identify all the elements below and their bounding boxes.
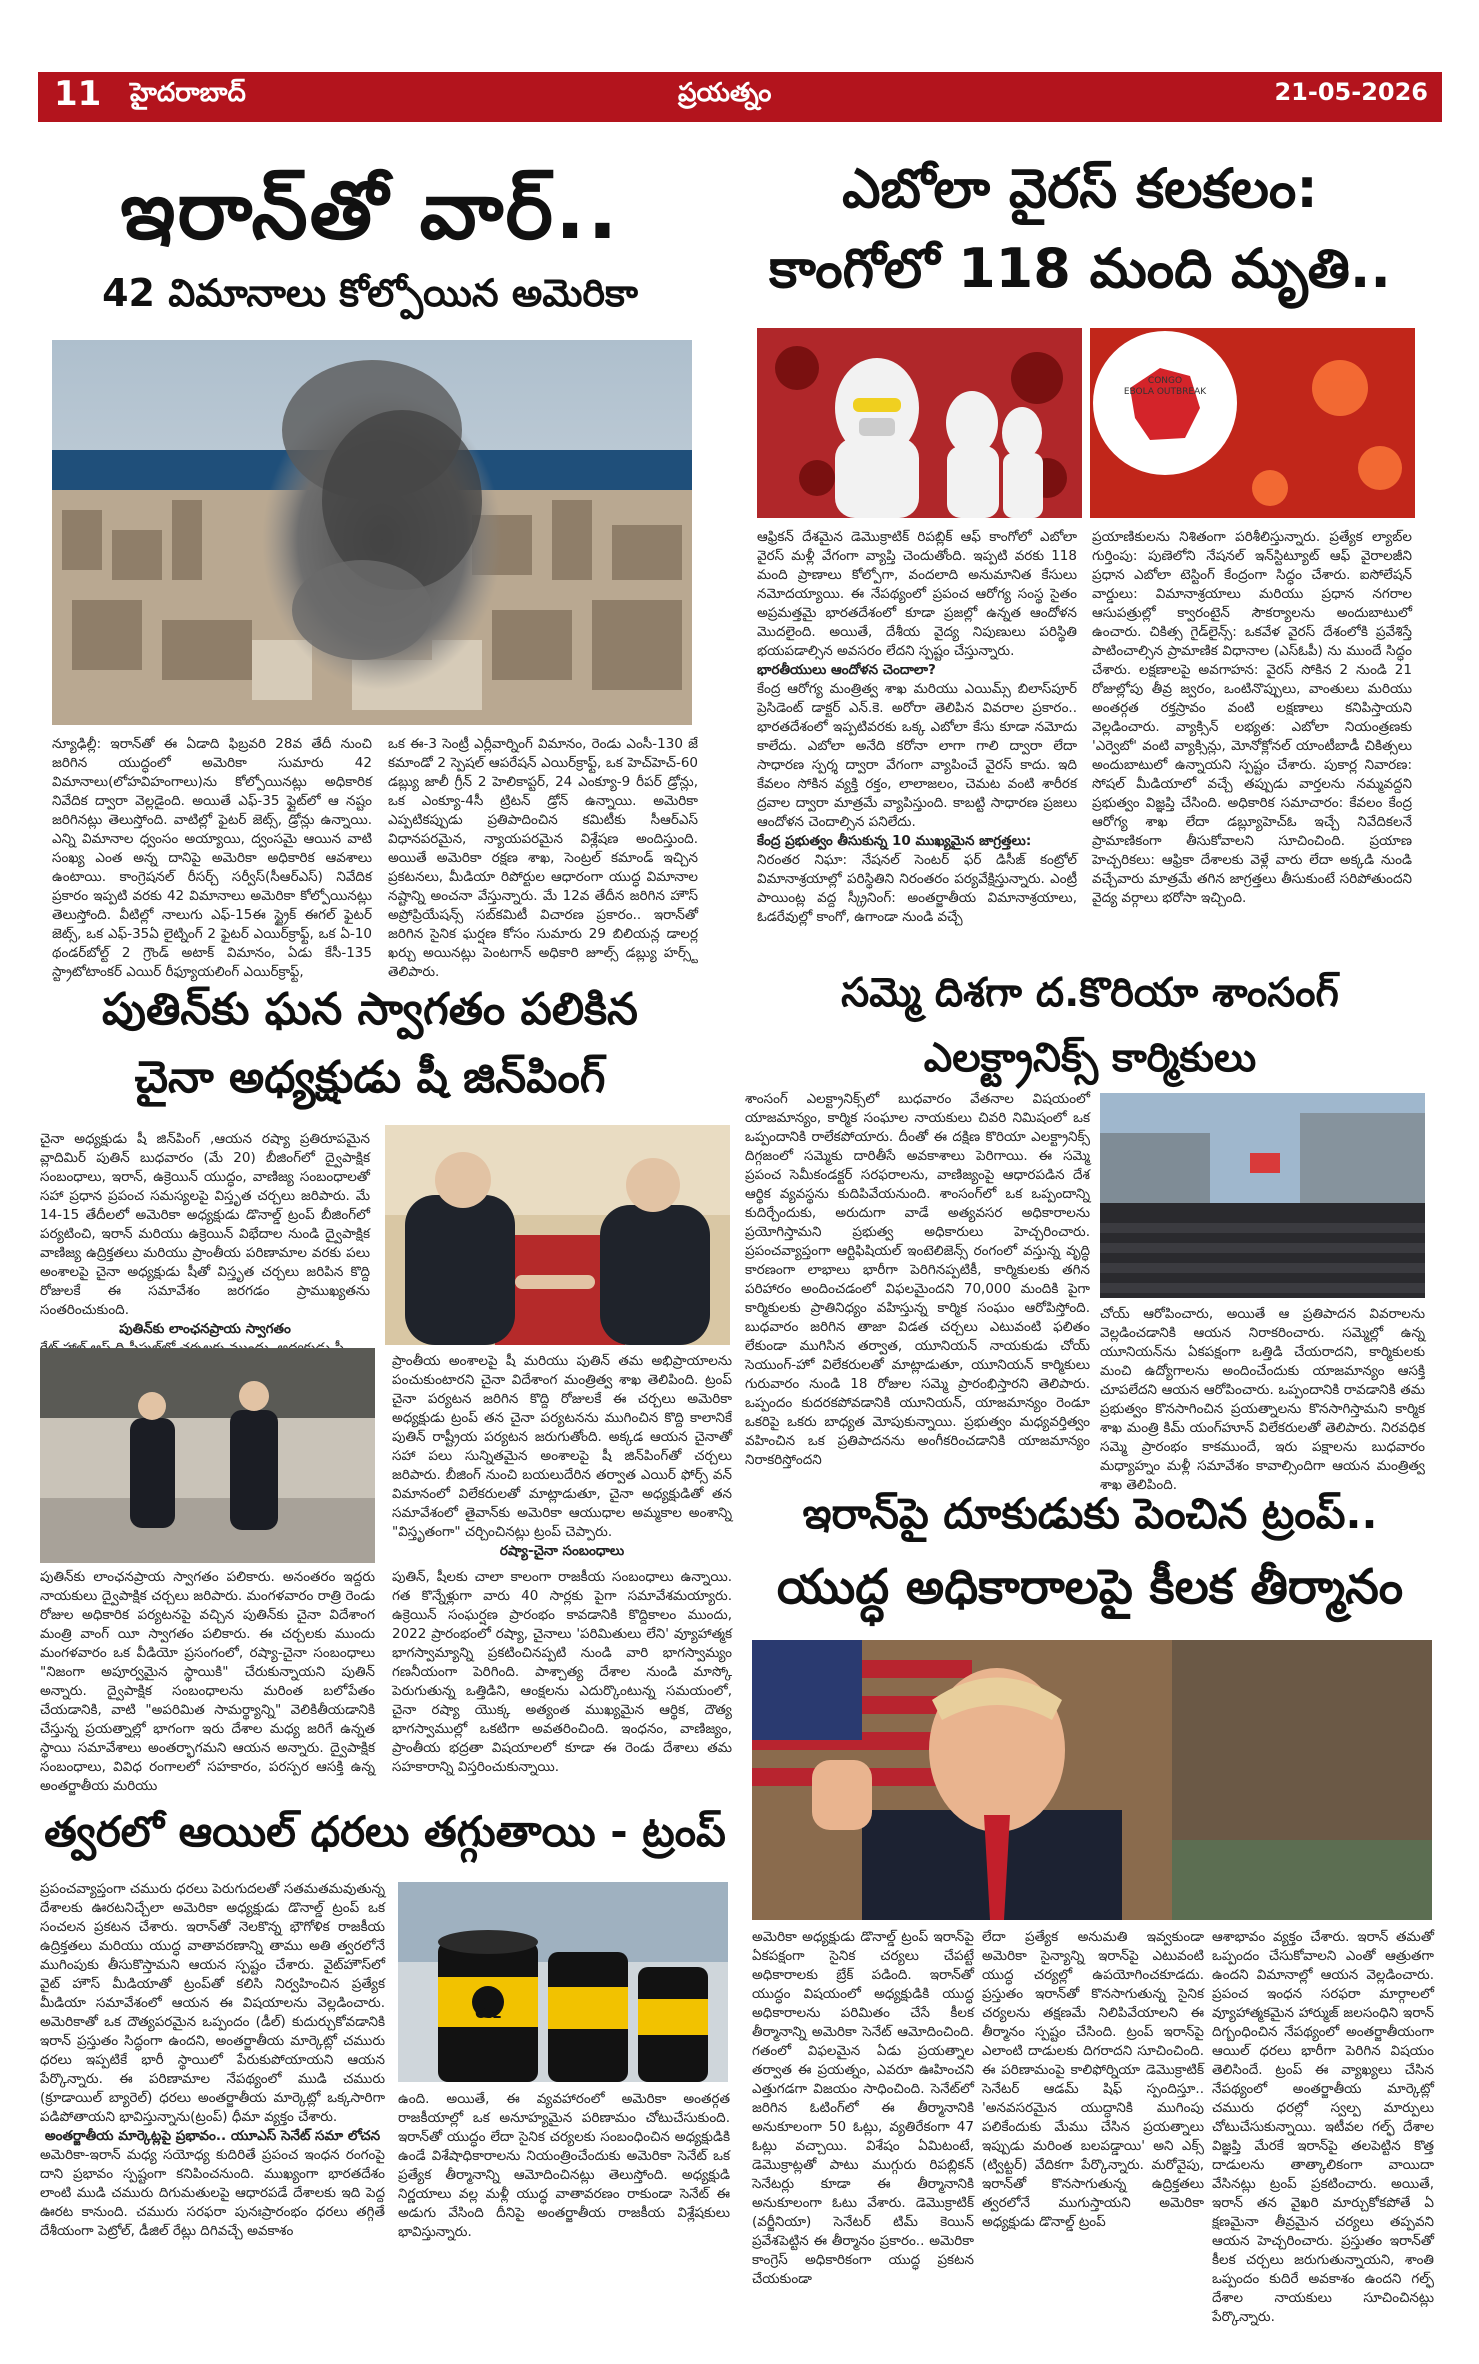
page-city: హైదరాబాద్: [130, 78, 246, 108]
a5-col3: ఆశాభావం వ్యక్తం చేశారు. ఇరాన్ తమతో ఒప్పందం చేసుకోవాలని ఎంతో ఆత్రుతగా ఉందని విమానాల్లో ఆయన వెల్లడించారు. ప్రపంచ ఇంధన సరఫరా మార్గాలలో వ్యూహాత్మకమైన హార్ముజ్ జలసంధిని ఇరాన్ దిగ్బంధించిన నేపథ్యంలో అంతర్జాతీయంగా ఆయిల్ ధరలు భారీగా పెరిగిన విషయం తెలిసిందే. ట్రంప్ ఈ వ్యాఖ్యలు చేసిన నేపథ్యంలో అంతర్జాతీయ మార్కెట్లో చమురు ధరల్లో స్వల్ప మార్పులు చోటుచేసుకున్నాయి. ఇటీవల గల్ఫ్ దేశాల విజ్ఞప్తి మేరకే ఇరాన్‌పై తలపెట్టిన కొత్త దాడులను తాత్కాలికంగా వాయిదా వేసినట్లు ట్రంప్ ప్రకటించారు. అయితే, ఇరాన్ తన వైఖరి మార్చుకోకపోతే ఏ క్షణమైనా తీవ్రమైన చర్యలు తప్పవని ఆయన హెచ్చరించారు. ప్రస్తుతం ఇరాన్‌తో కీలక చర్చలు జరుగుతున్నాయని, శాంతి ఒప్పందం కుదిరే అవకాశం ఉందని గల్ఫ్ దేశాల నాయకులు సూచించినట్లు పేర్కొన్నారు.: [1212, 1929, 1434, 2325]
newspaper-brand: ప్రయత్నం: [678, 78, 772, 108]
a2-col1b-text: కేంద్ర ఆరోగ్య మంత్రిత్వ శాఖ మరియు ఎయిమ్స్ బిలాస్‌పూర్ ప్రెసిడెంట్ డాక్టర్ ఎన్.కె. అరోరా తెలిపిన వివరాల ప్రకారం.. భారతదేశంలో ఇప్పటివరకు ఒక్క ఎబోలా కేసు కూడా నమోదు కాలేదు. ఎబోలా అనేది కరోనా లాగా గాలి ద్వారా లేదా సాధారణ స్పర్శ ద్వారా వేగంగా వ్యాపించే వైరస్ కాదు. ఇది కేవలం సోకిన వ్యక్తి రక్తం, లాలాజలం, చెమట వంటి శారీరక ద్రవాల ద్వారా మాత్రమే వ్యాపిస్తుంది. కాబట్టి సాధారణ ప్రజలు ఆందోళన చెందాల్సిన పనిలేదు.: [757, 681, 1077, 830]
a4-col1: శాంసంగ్ ఎలక్ట్రానిక్స్‌లో బుధవారం వేతనాల విషయంలో యాజమాన్యం, కార్మిక సంఘాల నాయకులు చివరి నిమిషంలో ఒక ఒప్పందానికి రాలేకపోయారు. దీంతో ఈ దక్షిణ కొరియా ఎలక్ట్రానిక్స్ దిగ్గజంలో సమ్మెకు దారితీసే అవకాశాలు పెరిగాయి. ఈ సమ్మె ప్రపంచ సెమీకండక్టర్ సరఫరాలను, వాణిజ్యంపై ఆధారపడిన దేశ ఆర్థిక వ్యవస్థను కుదిపివేయనుంది. శాంసంగ్‌లో ఒక ఒప్పందాన్ని కుదిర్చేందుకు, అరుదుగా వాడే అత్యవసర అధికారాలను ప్రయోగిస్తామని ప్రభుత్వ అధికారులు హెచ్చరించారు. ప్రపంచవ్యాప్తంగా ఆర్టిఫిషియల్ ఇంటెలిజెన్స్ రంగంలో వస్తున్న వృద్ధి కారణంగా లాభాలు భారీగా పెరిగినప్పటికీ, కార్మికులకు తగిన పరిహారం అందించడంలో విఫలమైందని 70,000 మందికి పైగా కార్మికులకు ప్రాతినిధ్యం వహిస్తున్న కార్మిక సంఘం ఆరోపిస్తోంది. బుధవారం జరిగిన తాజా విడత చర్చలు ఎటువంటి ఫలితం లేకుండా ముగిసిన తర్వాత, యూనియన్ నాయకుడు చోయ్ సెయుంగ్-హో విలేకరులతో మాట్లాడుతూ, యూనియన్ కార్మికులు గురువారం నుండి 18 రోజుల సమ్మె ప్రారంభిస్తారని తెలిపారు. ఒప్పందం కుదరకపోవడానికి యూనియన్, యాజమాన్యం రెండూ ఒకరిపై ఒకరు బాధ్యత మోపుకున్నాయి. ప్రభుత్వం మధ్యవర్తిత్వం వహించిన ఒక ప్రతిపాదనను అంగీకరించడానికి యాజమాన్యం నిరాకరిస్తోందని: [745, 1091, 1090, 1468]
a2-map-label: CONGO EBOLA OUTBREAK: [1123, 376, 1207, 397]
a6-col1b-text: అమెరికా-ఇరాన్ మధ్య సయోధ్య కుదిరితే ప్రపంచ ఇంధన రంగంపై దాని ప్రభావం స్పష్టంగా కనిపించనుంది. ముఖ్యంగా భారతదేశం లాంటి ముడి చమురు దిగుమతులపై ఆధారపడే దేశాలకు ఇది పెద్ద ఊరట కానుంది. చమురు సరఫరా పునఃప్రారంభం ధరలు తగ్గితే దేశీయంగా పెట్రోల్, డీజిల్ రేట్లు దిగివచ్చే అవకాశం: [40, 2147, 385, 2239]
a3-col2-text: ప్రాంతీయ అంశాలపై షీ మరియు పుతిన్ తమ అభిప్రాయాలను పంచుకుంటారని చైనా విదేశాంగ మంత్రిత్వ శాఖ తెలిపింది. ట్రంప్ చైనా పర్యటన జరిగిన కొద్ది రోజులకే ఈ చర్చలు అమెరికా అధ్యక్షుడు ట్రంప్ తన చైనా పర్యటనను ముగించిన కొద్ది కాలానికే పుతిన్ రాష్ట్రీయ పర్యటన జరుగుతోంది. అక్కడ ఆయన చైనాతో సహా పలు సున్నితమైన అంశాలపై షీ జిన్‌పింగ్‌తో చర్చలు జరిపారు. బీజింగ్ నుంచి బయలుదేరిన తర్వాత ఎయిర్ ఫోర్స్ వన్ విమానంలో విలేకరులతో మాట్లాడుతూ, చైనా అధ్యక్షుడితో తన సమావేశంలో తైవాన్‌కు అమెరికా ఆయుధాల అమ్మకాల అంశాన్ని "విస్తృతంగా" చర్చించినట్లు ట్రంప్ చెప్పారు.: [392, 1353, 732, 1540]
a6-col1-text: ప్రపంచవ్యాప్తంగా చమురు ధరలు పెరుగుదలతో సతమతమవుతున్న దేశాలకు ఊరటనిచ్చేలా అమెరికా అధ్యక్షుడు డొనాల్డ్ ట్రంప్ ఒక సంచలన ప్రకటన చేశారు. ఇరాన్‌తో నెలకొన్న భౌగోళిక రాజకీయ ఉద్రిక్తతలు మరియు యుద్ధ వాతావరణాన్ని తాము అతి త్వరలోనే ముగింపుకు తీసుకొస్తామని ఆయన స్పష్టం చేశారు. వైట్‌హౌస్‌లో వైట్ హౌస్ మీడియాతో ట్రంప్‌తో కలిసి నిర్వహించిన ప్రత్యేక మీడియా సమావేశంలో ఆయన ఈ విషయాలను వెల్లడించారు. అమెరికాతో ఒక దౌత్యపరమైన ఒప్పందం (డీల్) కుదుర్చుకోవడానికి ఇరాన్ ప్రస్తుతం సిద్ధంగా ఉందని, అంతర్జాతీయ మార్కెట్లో చమురు ధరలు ఇప్పటికే భారీ స్థాయిలో పేరుకుపోయాయని ఆయన పేర్కొన్నారు. ఈ పరిణామాల నేపథ్యంలో ముడి చమురు (క్రూడాయిల్ బ్యారెల్) ధరలు అంతర్జాతీయ మార్కెట్లో ఒక్కసారిగా పడిపోతాయని భావిస్తున్నాను(ట్రంప్) ధీమా వ్యక్తం చేశారు.: [40, 1881, 385, 2125]
a3-headline-line1: పుతిన్‌కు ఘన స్వాగతం పలికిన: [102, 984, 638, 1035]
a3-col1: [40, 1130, 370, 1345]
a5-col2: లేదా ప్రత్యేక అనుమతి ఇవ్వకుండా అమెరికా సైన్యాన్ని ఇరాన్‌పై ఎటువంటి యుద్ధ చర్యల్లో ఉపయోగించకూడదు. ప్రస్తుతం ఇరాన్‌తో కొనసాగుతున్న సైనిక చర్యలను తక్షణమే నిలిపివేయాలని ఈ తీర్మానం స్పష్టం చేసింది. ట్రంప్ ఇరాన్‌పై ఎలాంటి దాడులకు దిగరాదని సూచించింది. ఈ పరిణామంపై కాలిఫోర్నియా డెమొక్రాటిక్ సెనేటర్ ఆడమ్ షిఫ్ స్పందిస్తూ.. 'అనవసరమైన యుద్ధానికి ముగింపు పలికేందుకు మేము చేసిన ప్రయత్నాలు ఇప్పుడు మరింత బలపడ్డాయి' అని ఎక్స్ (ట్విట్టర్) వేదికగా పేర్కొన్నారు. మరోవైపు, ఇరాన్‌తో కొనసాగుతున్న ఉద్రిక్తతలు త్వరలోనే ముగుస్తాయని అమెరికా అధ్యక్షుడు డొనాల్డ్ ట్రంప్: [982, 1929, 1204, 2230]
a3-subhead-2: రష్యా-చైనా సంబంధాలు: [499, 1543, 625, 1559]
a2-hazmat-photo: [757, 328, 1082, 518]
a6-col2: ఉంది. అయితే, ఈ వ్యవహారంలో అమెరికా అంతర్గత రాజకీయాల్లో ఒక అనూహ్యమైన పరిణామం చోటుచేసుకుంది. ఇరాన్‌తో యుద్ధం లేదా సైనిక చర్యలకు సంబంధించిన అధ్యక్షుడికి ఉండే విశేషాధికారాలను నియంత్రించేందుకు అమెరికా సెనేట్ ఒక ప్రత్యేక తీర్మానాన్ని ఆమోదించినట్లు తెలుస్తోంది. అధ్యక్షుడి నిర్ణయాలు వల్ల మళ్లీ యుద్ధ వాతావరణం రాకుండా సెనేట్ ఈ అడుగు వేసింది దీనిపై అంతర్జాతీయ రాజకీయ విశ్లేషకులు భావిస్తున్నారు.: [398, 2091, 730, 2240]
a6-col1: [40, 1880, 385, 2340]
a5-trump-photo: [752, 1640, 1432, 1920]
a3-headline-line2: చైనా అధ్యక్షుడు షీ జిన్‌పింగ్: [134, 1052, 606, 1103]
a1-subhead: 42 విమానాలు కోల్పోయిన అమెరికా: [102, 271, 638, 315]
a4-protest-photo: [1100, 1093, 1425, 1298]
a1-col2: ఒక ఈ-3 సెంట్రీ ఎర్లీవార్నింగ్ విమానం, రెండు ఎంసీ-130 జే కమాండో 2 స్పెషల్ ఆపరేషన్ ఎయిర్‌క్రాఫ్ట్, ఒక హెచ్‌హెచ్-60 డబ్ల్యు జాలీ గ్రీన్ 2 హెలికాప్టర్, 24 ఎంక్యూ-9 రీపర్ డ్రోన్లు, ఒక ఎంక్యూ-4సీ ట్రిటన్ డ్రోన్ ఉన్నాయి. అమెరికా ఎప్పటికప్పుడు ప్రతిపాదించిన కమిటీకు సీఆర్ఎస్ విధానపరమైన, న్యాయపరమైన విశ్లేషణ అందిస్తుంది. అయితే అమెరికా రక్షణ శాఖ, సెంట్రల్ కమాండ్ ఇచ్చిన ప్రకటనలు, మీడియా రిపోర్టుల ఆధారంగా యుద్ధ విమానాల నష్టాన్ని అంచనా వేస్తున్నారు. మే 12వ తేదీన జరిగిన హౌస్ అప్రోప్రియేషన్స్ సబ్‌కమిటీ విచారణ ప్రకారం.. ఇరాన్‌తో జరిగిన సైనిక ఘర్షణ కోసం సుమారు 29 బిలియన్ల డాలర్ల ఖర్చు అయినట్లు పెంటగాన్ అధికారి జూల్స్ డబ్ల్యు హర్స్ట్ తెలిపారు.: [388, 736, 698, 980]
a1-col1: న్యూఢిల్లీ: ఇరాన్‌తో ఈ ఏడాది ఫిబ్రవరి 28వ తేదీ నుంచి జరిగిన యుద్ధంలో అమెరికా సుమారు 42 విమానాలు(లోహవిహంగాలు)ను కోల్పోయినట్లు అధికారిక నివేదిక ద్వారా వెల్లడైంది. అయితే ఎఫ్-35 ఫ్లైట్‌లో ఆ నష్టం జరిగినట్లు తెలుస్తోంది. వాటిల్లో ఫైటర్ జెట్స్, డ్రోన్లు ఉన్నాయి. ఎన్ని విమానాల ధ్వంసం అయ్యాయి, ద్వంసమై ఆయిన వాటి సంఖ్య ఎంత అన్న దానిపై అమెరికా అధికారిక ఆవశాలు ఉంటాయి. కాంగ్రెషనల్ రీసర్చ్ సర్వీస్(సీఆర్ఎస్) నివేదిక ప్రకారం ఇప్పటి వరకు 42 విమానాలు అమెరికా కోల్పోయినట్లు తెలుస్తోంది. వీటిల్లో నాలుగు ఎఫ్-15ఈ స్ట్రైక్ ఈగల్ ఫైటర్ జెట్స్, ఒక ఎఫ్-35ఏ లైట్నింగ్ 2 ఫైటర్ ఎయిర్‌క్రాఫ్ట్, ఒక ఏ-10 థండర్‌బోల్ట్ 2 గ్రౌండ్ అటాక్ విమానం, ఏడు కేసీ-135 స్ట్రాటోటాంకర్ ఎయిర్ రీఫ్యూయలింగ్ ఎయిర్‌క్రాఫ్ట్,: [52, 736, 372, 980]
a3-col2b: పుతిన్, షీలకు చాలా కాలంగా రాజకీయ సంబంధాలు ఉన్నాయి. గత కొన్నేళ్లుగా వారు 40 సార్లకు పైగా సమావేశమయ్యారు. ఉక్రెయిన్ సంఘర్షణ ప్రారంభం కావడానికి కొద్దికాలం ముందు, 2022 ప్రారంభంలో రష్యా, చైనాలు 'పరిమితులు లేని' వ్యూహాత్మక భాగస్వామ్యాన్ని ప్రకటించినప్పటి నుండి వారి భాగస్వామ్యం గణనీయంగా పెరిగింది. పాశ్చాత్య దేశాల నుండి మాస్కో పెరుగుతున్న ఒత్తిడిని, ఆంక్షలను ఎదుర్కొంటున్న సమయంలో, చైనా రష్యా యొక్క అత్యంత ముఖ్యమైన ఆర్థిక, దౌత్య భాగస్వాముల్లో ఒకటిగా అవతరించింది. ఇంధనం, వాణిజ్యం, ప్రాంతీయ భద్రతా విషయాలలో కూడా ఈ రెండు దేశాలు తమ సహకారాన్ని విస్తరించుకున్నాయి.: [392, 1569, 732, 1775]
masthead-bar: [38, 72, 1442, 122]
a3-col3: పుతిన్‌కు లాంఛనప్రాయ స్వాగతం పలికారు. అనంతరం ఇద్దరు నాయకులు ద్వైపాక్షిక చర్చలు జరిపారు. మంగళవారం రాత్రి రెండు రోజుల అధికారిక పర్యటనపై వచ్చిన పుతిన్‌కు చైనా విదేశాంగ మంత్రి వాంగ్ యీ స్వాగతం పలికారు. ఈ చర్చలకు ముందు మంగళవారం ఒక వీడియో ప్రసంగంలో, రష్యా-చైనా సంబంధాలు "నిజంగా అపూర్వమైన స్థాయికి" చేరుకున్నాయని పుతిన్ అన్నారు. ద్వైపాక్షిక సంబంధాలను మరింత బలోపేతం చేయడానికి, వాటి "అపరిమిత సామర్థ్యాన్ని" వెలికితీయడానికి చేస్తున్న ప్రయత్నాల్లో భాగంగా ఇరు దేశాల మధ్య జరిగే ఉన్నత స్థాయి సమావేశాలు అంతర్భాగమని ఆయన అన్నారు. ద్వైపాక్షిక సంబంధాలు, వివిధ రంగాలలో సహకారం, పరస్పర ఆసక్తి ఉన్న అంతర్జాతీయ మరియు: [40, 1569, 375, 1794]
a2-subhead-1: భారతీయులు ఆందోళన చెందాలా?: [757, 662, 936, 678]
a2-col2: ప్రయాణికులను నిశితంగా పరిశీలిస్తున్నారు. ప్రత్యేక ల్యాబ్‌ల గుర్తింపు: పుణెలోని నేషనల్ ఇన్‌స్టిట్యూట్ ఆఫ్ వైరాలజీని ప్రధాన ఎబోలా టెస్టింగ్ కేంద్రంగా సిద్ధం చేశారు. ఐసోలేషన్ వార్డులు: విమానాశ్రయాలు మరియు ప్రధాన నగరాల ఆసుపత్రుల్లో క్వారంటైన్ సౌకర్యాలను అందుబాటులో ఉంచారు. చికిత్స గైడ్‌లైన్స్: ఒకవేళ వైరస్ దేశంలోకి ప్రవేశిస్తే పాటించాల్సిన ప్రామాణిక విధానాల (ఎస్ఓపీ) ను ముందే సిద్ధం చేశారు. లక్షణాలపై అవగాహన: వైరస్ సోకిన 2 నుండి 21 రోజుల్లోపు తీవ్ర జ్వరం, ఒంటినొప్పులు, వాంతులు మరియు అంతర్గత రక్తస్రావం వంటి లక్షణాలు కనిపిస్తాయని వెల్లడించారు. వ్యాక్సిన్ లభ్యత: ఎబోలా నియంత్రణకు 'ఎర్వెబో' వంటి వ్యాక్సిన్లు, మోనోక్లోనల్ యాంటీబాడీ చికిత్సలు అందుబాటులో ఉన్నాయని స్పష్టం చేశారు. పుకార్ల నివారణ: సోషల్ మీడియాలో వచ్చే తప్పుడు వార్తలను నమ్మవద్దని ప్రభుత్వం విజ్ఞప్తి చేసింది. అధికారిక సమాచారం: కేవలం కేంద్ర ఆరోగ్య శాఖ లేదా డబ్ల్యూహెచ్ఓ ఇచ్చే నివేదికలనే ప్రామాణికంగా తీసుకోవాలని సూచించింది. ప్రయాణ హెచ్చరికలు: ఆఫ్రికా దేశాలకు వెళ్లే వారు లేదా అక్కడి నుండి వచ్చేవారు మాత్రమే తగిన జాగ్రత్తలు తీసుకుంటే సరిపోతుందని వైద్య వర్గాలు భరోసా ఇచ్చింది.: [1092, 529, 1412, 906]
a2-col1-text: ఆఫ్రికన్ దేశమైన డెమొక్రాటిక్ రిపబ్లిక్ ఆఫ్ కాంగోలో ఎబోలా వైరస్ మళ్లీ వేగంగా వ్యాప్తి చెందుతోంది. ఇప్పటి వరకు 118 మంది ప్రాణాలు కోల్పోగా, వందలాది అనుమానిత కేసులు నమోదయ్యాయి. ఈ నేపథ్యంలో ప్రపంచ ఆరోగ్య సంస్థ సైతం అప్రమత్తమై భారతదేశంలో కూడా ప్రజల్లో ఉన్నత ఆందోళన మొదలైంది. అయితే, దేశీయ వైద్య నిపుణులు పరిస్థితి భయపడాల్సిన అవసరం లేదని స్పష్టం చేస్తున్నారు.: [757, 529, 1077, 659]
a6-oil-label: OIL: [474, 2006, 502, 2022]
a1-headline: ఇరాన్‌తో వార్..: [120, 164, 620, 257]
a5-headline-line2: యుద్ధ అధికారాలపై కీలక తీర్మానం: [776, 1559, 1404, 1615]
a3-col2: [392, 1352, 732, 1559]
a6-subhead-1: అంతర్జాతీయ మార్కెట్లపై ప్రభావం.. యూఎస్ సెనేట్ సమా లోచన: [44, 2128, 381, 2144]
a3-subhead-1: పుతిన్‌కు లాంఛనప్రాయ స్వాగతం: [119, 1321, 291, 1337]
a6-oil-barrel-photo: [398, 1882, 728, 2082]
a2-subhead-2: కేంద్ర ప్రభుత్వం తీసుకున్న 10 ముఖ్యమైన జాగ్రత్తలు:: [757, 833, 1032, 849]
a4-headline-line1: సమ్మె దిశగా ద.కొరియా శాంసంగ్: [841, 970, 1339, 1016]
a2-congo-map-graphic: [1090, 328, 1415, 518]
a3-walking-photo: [40, 1348, 375, 1563]
issue-date: 21-05-2026: [1274, 78, 1428, 106]
page-number: 11: [54, 74, 102, 114]
a2-headline-line1: ఎబోలా వైరస్ కలకలం:: [842, 157, 1318, 220]
a3-handshake-photo: [385, 1125, 730, 1345]
a3-col1-text: చైనా అధ్యక్షుడు షీ జిన్‌పింగ్ ,ఆయన రష్యా ప్రతిరూపమైన వ్లాదిమిర్ పుతిన్ బుధవారం (మే 20) బీజింగ్‌లో ద్వైపాక్షిక సంబంధాలు, ఇరాన్, ఉక్రెయిన్ యుద్ధం, వాణిజ్య సంబంధాలతో సహా ప్రధాన ప్రపంచ సమస్యలపై విస్తృత చర్చలు జరిపారు. మే 14-15 తేదీలలో అమెరికా అధ్యక్షుడు డొనాల్డ్ ట్రంప్ బీజింగ్‌లో పర్యటించి, ఇరాన్ మరియు ఉక్రెయిన్ విభేదాల నుండి ద్వైపాక్షిక వాణిజ్య ఉద్రిక్తతలు మరియు ప్రాంతీయ పరిణామాల వరకు పలు అంశాలపై చైనా అధ్యక్షుడు షీతో విస్తృత చర్చలు జరిపిన కొద్ది రోజులకే ఈ సమావేశం జరగడం ప్రాముఖ్యతను సంతరించుకుంది.: [40, 1131, 370, 1318]
a4-col2: చోయ్ ఆరోపించారు, అయితే ఆ ప్రతిపాదన వివరాలను వెల్లడించడానికి ఆయన నిరాకరించారు. సమ్మెల్లో ఉన్న యూనియన్‌ను ఏకపక్షంగా ఒత్తిడి చేయరాదని, కార్మికులకు మంచి ఉద్యోగాలను అందించేందుకు యాజమాన్యం ఆసక్తి చూపలేదని ఆయన ఆరోపించారు. ఒప్పందానికి రావడానికి తమ ప్రభుత్వం కొనసాగించిన ప్రయత్నాలను కొనసాగిస్తామని కార్మిక శాఖ మంత్రి కిమ్ యంగ్‌హూన్ విలేకరులతో తెలిపారు. నిరవధిక సమ్మె ప్రారంభం కాకముందే, ఇరు పక్షాలను బుధవారం మధ్యాహ్నం మళ్లీ సమావేశం కావాల్సిందిగా ఆయన మంత్రిత్వ శాఖ తెలిపింది.: [1100, 1306, 1425, 1493]
a6-headline: త్వరలో ఆయిల్ ధరలు తగ్గుతాయి - ట్రంప్: [44, 1807, 726, 1856]
a5-headline-line1: ఇరాన్‌పై దూకుడుకు పెంచిన ట్రంప్..: [802, 1489, 1378, 1538]
a1-smoke-photo: [52, 340, 692, 725]
a4-headline-line2: ఎలక్ట్రానిక్స్ కార్మికులు: [923, 1035, 1257, 1081]
a2-col1c-text: నిరంతర నిఘా: నేషనల్ సెంటర్ ఫర్ డిసీజ్ కంట్రోల్ విమానాశ్రయాల్లో పరిస్థితిని నిరంతరం పర్యవేక్షిస్తున్నారు. ఎంట్రీ పాయింట్ల వద్ద స్క్రీనింగ్: అంతర్జాతీయ విమానాశ్రయాలు, ఓడరేవుల్లో కాంగో, ఉగాండా నుండి వచ్చే: [757, 852, 1077, 925]
a2-headline-line2: కాంగోలో 118 మంది మృతి..: [769, 237, 1391, 300]
a5-col1: అమెరికా అధ్యక్షుడు డొనాల్డ్ ట్రంప్ ఇరాన్‌పై ఏకపక్షంగా సైనిక చర్యలు చేపట్టే అధికారాలకు బ్రేక్ పడింది. ఇరాన్‌తో యుద్ధం విషయంలో అధ్యక్షుడికి యుద్ధ అధికారాలను పరిమితం చేసే కీలక తీర్మానాన్ని అమెరికా సెనేట్ ఆమోదించింది. గతంలో విఫలమైన ఏడు ప్రయత్నాల తర్వాత ఈ ప్రయత్నం, ఎవరూ ఊహించని ఎత్తుగడగా విజయం సాధించింది. సెనేట్‌లో జరిగిన ఓటింగ్‌లో ఈ తీర్మానానికి అనుకూలంగా 50 ఓట్లు, వ్యతిరేకంగా 47 ఓట్లు వచ్చాయి. విశేషం ఏమిటంటే, డెమొక్రాట్లతో పాటు ముగ్గురు రిపబ్లికన్ సెనేటర్లు కూడా ఈ తీర్మానానికి అనుకూలంగా ఓటు వేశారు. డెమొక్రాటిక్ (వర్జీనియా) సెనేటర్ టిమ్ కెయిన్ ప్రవేశపెట్టిన ఈ తీర్మానం ప్రకారం.. అమెరికా కాంగ్రెస్ అధికారికంగా యుద్ధ ప్రకటన చేయకుండా: [752, 1929, 974, 2287]
a2-col1: [757, 528, 1077, 938]
